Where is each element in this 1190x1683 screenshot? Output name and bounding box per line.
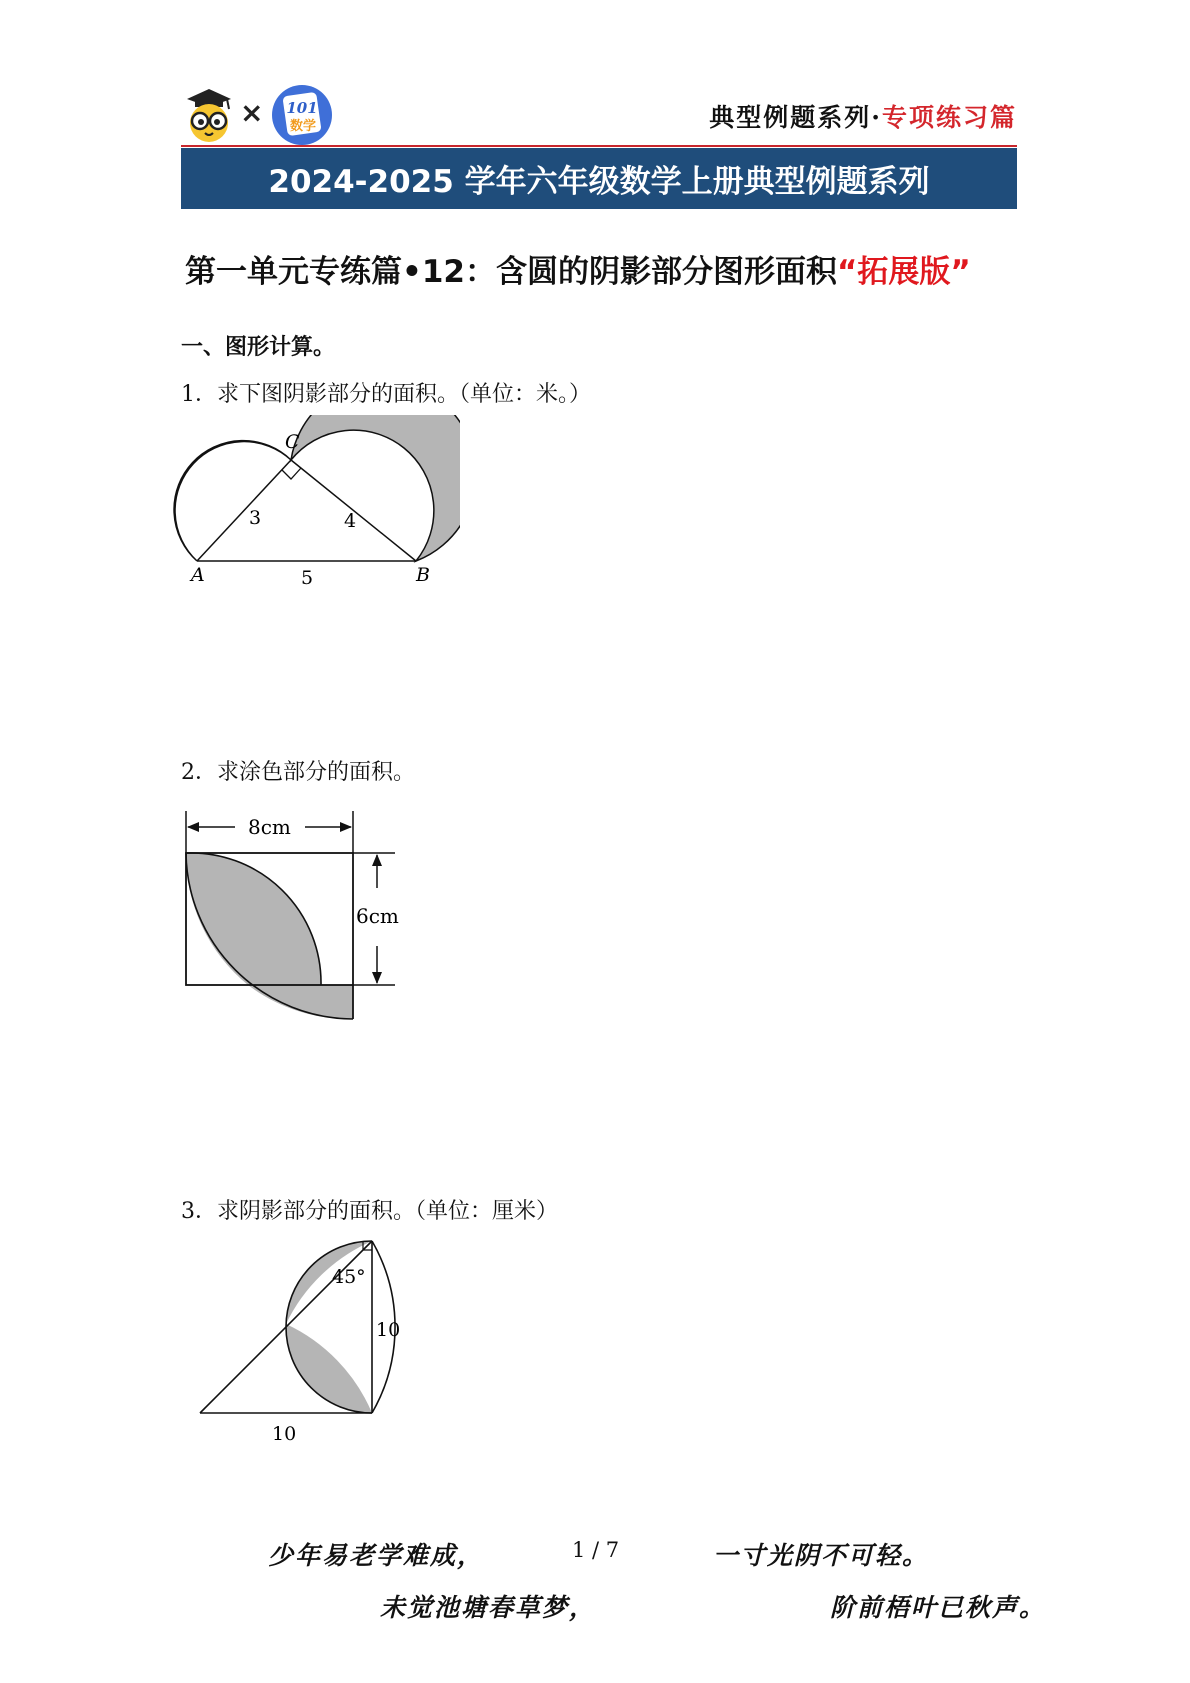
label-c: C: [285, 431, 300, 453]
poem-line-1-left: 少年易老学难成，: [268, 1541, 485, 1570]
lune-left: [174, 441, 291, 561]
problem-1-figure: [170, 415, 460, 595]
section-heading: 一、图形计算。: [181, 335, 336, 360]
series-tag-main: 典型例题系列·: [709, 103, 882, 132]
logo-math-text: 数学: [289, 119, 317, 134]
owl-logo-icon: [183, 87, 235, 143]
problem-2-text: 2．求涂色部分的面积。: [181, 760, 415, 785]
document-title: [185, 246, 971, 291]
math-101-logo-icon: [271, 84, 333, 146]
label-height: 6cm: [356, 904, 399, 928]
poem-line-2-right: 阶前梧叶已秋声。: [830, 1593, 1047, 1622]
label-a: A: [191, 564, 205, 586]
header-divider: [181, 145, 1017, 147]
document-title-main: 第一单元专练篇•12：含圆的阴影部分图形面积: [185, 254, 837, 290]
label-ac: 3: [249, 507, 262, 529]
problem-1-text: 1．求下图阴影部分的面积。（单位：米。）: [181, 382, 591, 407]
poem-line-1-right: 一寸光阴不可轻。: [713, 1541, 930, 1570]
times-sign: ×: [240, 96, 264, 129]
poem-line-2-left: 未觉池塘春草梦，: [380, 1593, 597, 1622]
label-width: 8cm: [248, 815, 291, 839]
shade-inner-lens: [286, 1324, 372, 1413]
problem-3-figure: [190, 1233, 420, 1458]
lune-right: [291, 415, 460, 561]
problem-2-figure: [170, 803, 420, 1033]
series-tag-highlight: 专项练习篇: [881, 103, 1017, 132]
label-b: B: [416, 564, 430, 586]
header-banner: 2024-2025 学年六年级数学上册典型例题系列: [181, 148, 1017, 209]
problem-3-text: 3．求阴影部分的面积。（单位：厘米）: [181, 1199, 558, 1224]
series-tag: [709, 98, 1017, 134]
shade-lower-cap: [248, 985, 353, 1019]
label-base: 10: [272, 1423, 297, 1445]
label-ab: 5: [301, 567, 314, 589]
label-cb: 4: [344, 510, 357, 532]
shade-upper-lens: [186, 853, 321, 985]
label-vertical: 10: [376, 1319, 401, 1341]
label-angle: 45°: [332, 1266, 366, 1288]
page-number: 1 / 7: [572, 1538, 620, 1562]
document-title-highlight: “拓展版”: [836, 254, 971, 290]
logo-101-text: 101: [286, 99, 318, 117]
